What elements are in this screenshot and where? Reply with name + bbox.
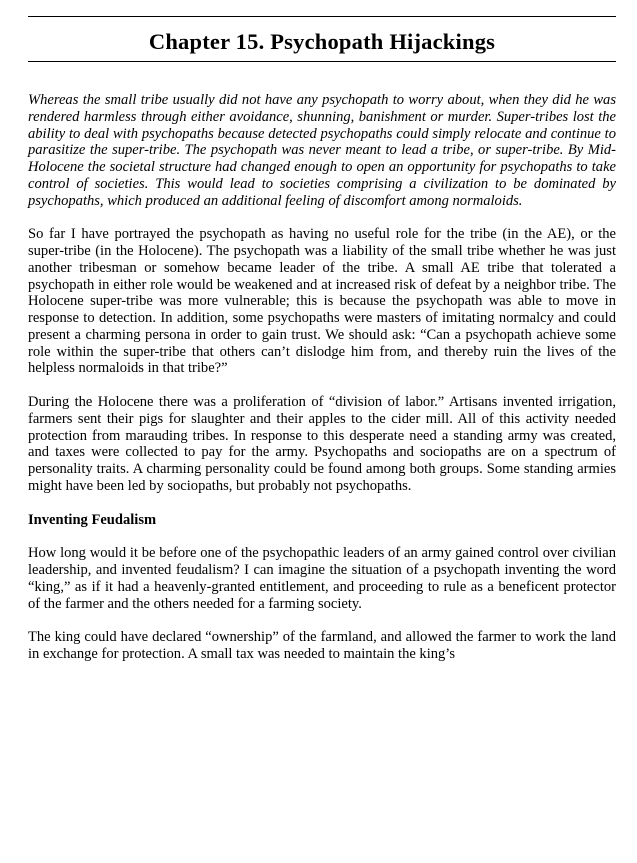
title-top-rule — [28, 16, 616, 17]
section-paragraph-1: How long would it be before one of the psychopathic leaders of an army gained control over civilian leadership, and invented feudalism? I can imagine the situation of a psychopath inventing the word “king,” as if it had a heavenly-granted entitlement, and proceeding to rule as a beneficent protector of the farmer and the others needed for a farming society. — [28, 545, 616, 612]
section-paragraph-2: The king could have declared “ownership” of the farmland, and allowed the farmer to work the land in exchange for protection. A small tax was needed to maintain the king’s — [28, 629, 616, 662]
chapter-title: Chapter 15. Psychopath Hijackings — [148, 29, 496, 54]
body-paragraph-2: During the Holocene there was a proliferation of “division of labor.” Artisans invented irrigation, farmers sent their pigs for slaughter and their apples to the cider mill. All of this activity needed protection from marauding tribes. In response to this desperate need a standing army was created, and taxes were collected to pay for the army. Psychopaths and sociopaths are on a spectrum of personality traits. A charming personality could be found among both groups. Some standing armies might have been led by sociopaths, but probably not psychopaths. — [28, 394, 616, 494]
intro-paragraph: Whereas the small tribe usually did not have any psychopath to worry about, when they did he was rendered harmless through either avoidance, shunning, banishment or murder. Super-tribes lost the ability to deal with psychopaths because detected psychopaths could simply relocate and continue to parasitize the super-tribe. The psychopath was never meant to lead a tribe, or super-tribe. By Mid-Holocene the societal structure had changed enough to open an opportunity for psychopaths to take control of societies. This would lead to societies comprising a civilization to be dominated by psychopaths, which produced an additional feeling of discomfort among normaloids. — [28, 92, 616, 209]
section-heading: Inventing Feudalism — [28, 511, 157, 528]
document-page — [28, 0, 616, 663]
body-paragraph-1: So far I have portrayed the psychopath as having no useful role for the tribe (in the AE), or the super-tribe (in the Holocene). The psychopath was a liability of the small tribe whether he was just another tribesman or somehow became leader of the tribe. A small AE tribe that tolerated a psychopath in either role would be weakened and at increased risk of defeat by a neighbor tribe. The Holocene super-tribe was more vulnerable; this is because the psychopath was able to move in response to detection. In addition, some psychopaths were masters of imitating normalcy and could present a charming persona in order to gain trust. We should ask: “Can a psychopath achieve some role within the super-tribe that others can’t dislodge him from, and thereby ruin the lives of the helpless normaloids in that tribe?” — [28, 226, 616, 377]
title-bottom-rule — [28, 61, 616, 62]
